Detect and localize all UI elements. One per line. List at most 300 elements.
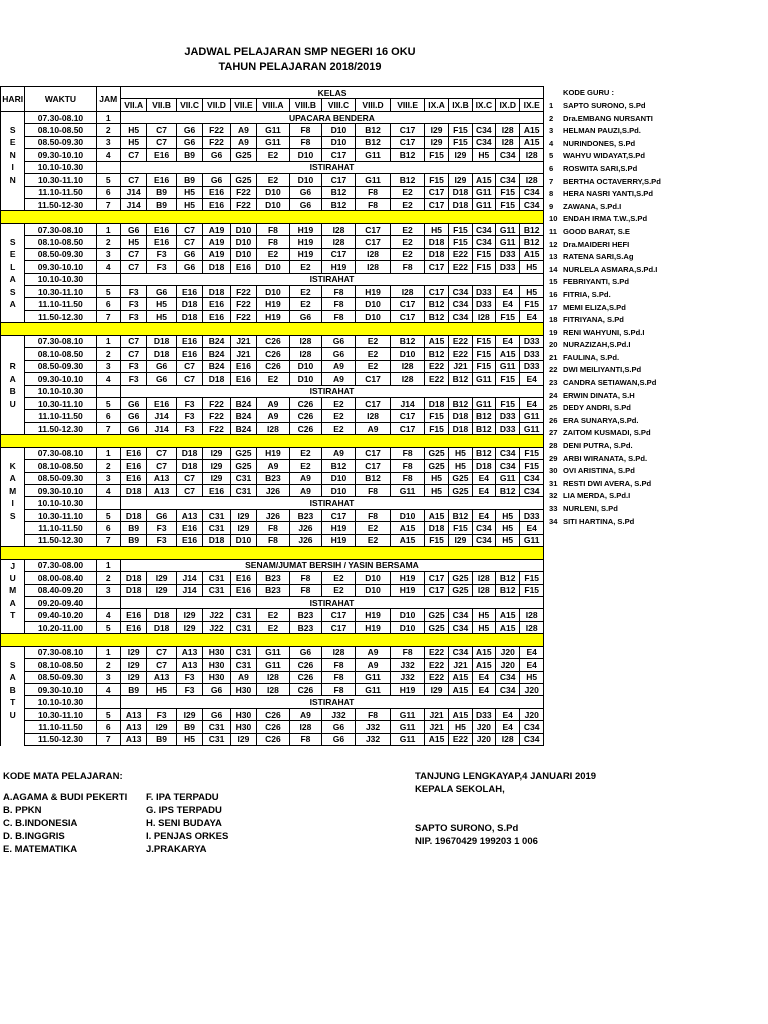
subject-cell: G25 — [449, 572, 472, 584]
subject-cell: E4 — [520, 373, 544, 385]
separator-cell — [1, 547, 544, 559]
subject-cell: A9 — [230, 136, 256, 148]
subject-cell: A15 — [424, 335, 448, 347]
subject-cell: E4 — [472, 509, 495, 521]
subject-cell: A15 — [520, 248, 544, 260]
subject-cell: G11 — [257, 136, 290, 148]
subject-cell: B24 — [230, 410, 256, 422]
subject-cell: I28 — [391, 360, 425, 372]
subject-cell: D18 — [203, 286, 230, 298]
schedule-row — [1, 223, 544, 235]
subject-cell: E2 — [257, 149, 290, 161]
subject-cell: A15 — [520, 136, 544, 148]
subject-cell: H5 — [424, 472, 448, 484]
subject-cell: E4 — [472, 485, 495, 497]
day-letter — [1, 310, 25, 322]
day-letter: U — [1, 397, 25, 409]
class-header: VII.B — [147, 99, 176, 111]
subject-cell: H5 — [176, 186, 202, 198]
day-letter: L — [1, 261, 25, 273]
subject-cell: J32 — [355, 733, 391, 745]
span-note: ISTIRAHAT — [120, 161, 543, 173]
subject-cell: F15 — [424, 174, 448, 186]
period-cell: 6 — [96, 721, 120, 733]
subject-cell: F15 — [449, 136, 472, 148]
time-cell: 07.30-08.10 — [25, 223, 96, 235]
subject-cell: G6 — [322, 335, 356, 347]
subject-cell: B23 — [289, 509, 322, 521]
subject-cell: E16 — [120, 472, 146, 484]
period-cell — [96, 161, 120, 173]
subject-cell: D10 — [322, 472, 356, 484]
subject-code-item: H. SENI BUDAYA — [146, 818, 222, 829]
period-cell: 3 — [96, 671, 120, 683]
teacher-name: SAPTO SURONO, S.Pd — [563, 101, 646, 110]
subject-cell: F3 — [176, 422, 202, 434]
teacher-code-number: 10 — [549, 214, 558, 224]
subject-cell: C17 — [424, 584, 448, 596]
subject-cell: F8 — [289, 584, 322, 596]
subject-cell: H30 — [203, 671, 230, 683]
subject-cell: C34 — [449, 646, 472, 658]
period-cell — [96, 497, 120, 509]
subject-cell: G11 — [496, 223, 520, 235]
subject-cell: G25 — [230, 149, 256, 161]
teacher-name: RATENA SARI,S.Ag — [563, 252, 634, 262]
teacher-code-number: 23 — [549, 378, 558, 388]
subject-cell: E22 — [449, 248, 472, 260]
subject-cell: C26 — [257, 360, 290, 372]
subject-cell: H5 — [176, 198, 202, 210]
period-cell: 5 — [96, 708, 120, 720]
time-cell: 07.30-08.10 — [25, 447, 96, 459]
teacher-code-number: 17 — [549, 302, 558, 312]
subject-cell: I28 — [322, 646, 356, 658]
subject-cell: H5 — [424, 223, 448, 235]
subject-cell: C17 — [322, 609, 356, 621]
schedule-row — [1, 124, 544, 136]
subject-cell: E4 — [520, 646, 544, 658]
subject-cell: C34 — [496, 447, 520, 459]
time-cell: 11.10-11.50 — [25, 298, 96, 310]
schedule-row — [1, 684, 544, 696]
separator-cell — [1, 323, 544, 335]
subject-cell: C31 — [203, 509, 230, 521]
subject-cell: H5 — [472, 609, 495, 621]
subject-cell: J20 — [520, 684, 544, 696]
subject-cell: C31 — [203, 522, 230, 534]
subject-cell: E22 — [449, 348, 472, 360]
subject-cell: C7 — [147, 460, 176, 472]
time-cell: 07.30-08.00 — [25, 559, 96, 571]
schedule-row — [1, 385, 544, 397]
time-cell: 10.10-10.30 — [25, 497, 96, 509]
subject-cell: C7 — [120, 248, 146, 260]
teacher-name: WAHYU WIDAYAT,S.Pd — [563, 151, 645, 161]
teacher-name: ERWIN DINATA, S.H — [563, 390, 635, 400]
subject-cell: C31 — [230, 646, 256, 658]
subject-cell: E2 — [322, 397, 356, 409]
subject-cell: E16 — [203, 298, 230, 310]
subject-cell: G6 — [120, 422, 146, 434]
schedule-row — [1, 335, 544, 347]
subject-cell: J20 — [496, 646, 520, 658]
subject-cell: H5 — [496, 522, 520, 534]
subject-cell: B23 — [257, 572, 290, 584]
subject-code-row — [3, 805, 228, 818]
day-letter: T — [1, 609, 25, 621]
subject-cell: G11 — [391, 485, 425, 497]
subject-cell: F3 — [176, 410, 202, 422]
teacher-code-item — [549, 365, 661, 378]
subject-cell: E16 — [176, 348, 202, 360]
subject-cell: F15 — [520, 298, 544, 310]
subject-cell: D18 — [424, 397, 448, 409]
period-cell: 7 — [96, 534, 120, 546]
period-cell: 6 — [96, 298, 120, 310]
teacher-code-item — [549, 202, 661, 215]
subject-cell: G25 — [230, 447, 256, 459]
subject-cell: D33 — [520, 509, 544, 521]
teacher-code-item — [549, 491, 661, 504]
subject-cell: B12 — [355, 124, 391, 136]
subject-cell: A15 — [472, 659, 495, 671]
subject-cell: C17 — [391, 298, 425, 310]
subject-cell: C34 — [472, 534, 495, 546]
subject-cell: C26 — [257, 708, 290, 720]
subject-cell: F8 — [355, 186, 391, 198]
day-letter: T — [1, 696, 25, 708]
subject-cell: E2 — [322, 572, 356, 584]
time-cell: 10.30-11.10 — [25, 174, 96, 186]
teacher-code-header: KODE GURU : — [563, 88, 615, 97]
subject-cell: D10 — [322, 485, 356, 497]
subject-cell: C17 — [355, 397, 391, 409]
teacher-name: DEDY ANDRI, S.Pd — [563, 403, 631, 413]
subject-cell: F15 — [520, 572, 544, 584]
subject-cell: C7 — [147, 136, 176, 148]
subject-cell: G6 — [147, 286, 176, 298]
subject-cell: E16 — [120, 609, 146, 621]
subject-cell: E2 — [391, 223, 425, 235]
subject-cell: H19 — [257, 298, 290, 310]
subject-cell: D18 — [176, 310, 202, 322]
subject-cell: E4 — [496, 721, 520, 733]
subject-cell: C17 — [391, 422, 425, 434]
subject-cell: F8 — [322, 684, 356, 696]
subject-cell: C7 — [147, 124, 176, 136]
teacher-code-number: 3 — [549, 126, 554, 136]
teacher-code-item — [549, 164, 661, 177]
subject-cell: J20 — [472, 733, 495, 745]
subject-cell: C34 — [520, 733, 544, 745]
subject-cell: B9 — [176, 149, 202, 161]
subject-cell: D10 — [257, 198, 290, 210]
period-cell: 2 — [96, 236, 120, 248]
subject-cell: J21 — [424, 721, 448, 733]
time-cell: 08.10-08.50 — [25, 348, 96, 360]
subject-cell: J14 — [120, 186, 146, 198]
period-cell: 2 — [96, 460, 120, 472]
subject-cell: C34 — [449, 310, 472, 322]
subject-cell: F15 — [424, 149, 448, 161]
signature-block — [415, 771, 596, 849]
period-cell: 1 — [96, 335, 120, 347]
subject-cell: G6 — [289, 646, 322, 658]
subject-cell: F3 — [120, 298, 146, 310]
subject-cell: F15 — [449, 223, 472, 235]
subject-cell: C26 — [257, 733, 290, 745]
subject-cell: E16 — [230, 360, 256, 372]
teacher-code-item — [549, 403, 661, 416]
subject-cell: C7 — [147, 659, 176, 671]
time-cell: 08.50-09.30 — [25, 136, 96, 148]
period-cell: 7 — [96, 198, 120, 210]
schedule-table — [0, 86, 544, 746]
subject-cell: G6 — [176, 124, 202, 136]
time-cell: 11.10-11.50 — [25, 186, 96, 198]
subject-cell: B9 — [147, 733, 176, 745]
subject-cell: I28 — [496, 733, 520, 745]
teacher-name: FAULINA, S.Pd. — [563, 352, 620, 362]
schedule-row — [1, 584, 544, 596]
teacher-code-number: 15 — [549, 277, 558, 287]
teacher-code-item — [549, 151, 661, 164]
subject-cell: G25 — [449, 472, 472, 484]
subject-cell: F22 — [230, 298, 256, 310]
subject-cell: E4 — [496, 286, 520, 298]
subject-cell: H19 — [322, 534, 356, 546]
subject-cell: D10 — [391, 509, 425, 521]
time-cell: 09.30-10.10 — [25, 261, 96, 273]
subject-cell: F8 — [257, 236, 290, 248]
subject-cell: H30 — [230, 721, 256, 733]
subject-cell: E4 — [496, 298, 520, 310]
subject-cell: J14 — [120, 198, 146, 210]
schedule-row — [1, 248, 544, 260]
subject-cell: E2 — [322, 422, 356, 434]
subject-cell: D10 — [289, 174, 322, 186]
subject-cell: H5 — [449, 460, 472, 472]
time-cell: 08.50-09.30 — [25, 671, 96, 683]
subject-cell: J22 — [203, 609, 230, 621]
subject-cell: J14 — [176, 572, 202, 584]
subject-cell: A9 — [230, 124, 256, 136]
teacher-code-item — [549, 139, 661, 152]
subject-cell: A9 — [257, 460, 290, 472]
period-cell: 7 — [96, 422, 120, 434]
subject-cell: G11 — [257, 659, 290, 671]
teacher-name: DWI MEILIYANTI,S.Pd — [563, 365, 642, 375]
schedule-row — [1, 273, 544, 285]
subject-cell: F22 — [203, 136, 230, 148]
subject-cell: F15 — [520, 460, 544, 472]
schedule-row — [1, 161, 544, 173]
subject-cell: C7 — [176, 373, 202, 385]
subject-cell: A9 — [322, 447, 356, 459]
subject-cell: C17 — [424, 198, 448, 210]
subject-cell: D18 — [424, 248, 448, 260]
subject-cell: F8 — [289, 136, 322, 148]
subject-cell: C17 — [322, 174, 356, 186]
time-cell: 10.30-11.10 — [25, 509, 96, 521]
day-letter — [1, 534, 25, 546]
subject-cell: E16 — [147, 397, 176, 409]
subject-cell: J32 — [322, 708, 356, 720]
subject-cell: C17 — [355, 373, 391, 385]
subject-cell: D33 — [496, 261, 520, 273]
subject-cell: J26 — [257, 509, 290, 521]
subject-cell: H19 — [289, 248, 322, 260]
subject-code-item: B. PPKN — [3, 805, 42, 816]
subject-cell: A9 — [230, 671, 256, 683]
subject-cell: C17 — [424, 572, 448, 584]
subject-cell: F3 — [176, 684, 202, 696]
subject-cell: G25 — [424, 621, 448, 633]
subject-cell: C34 — [449, 609, 472, 621]
teacher-code-number: 30 — [549, 466, 558, 476]
teacher-code-number: 11 — [549, 226, 558, 236]
document-subtitle: TAHUN PELAJARAN 2018/2019 — [218, 61, 382, 73]
subject-cell: C17 — [391, 310, 425, 322]
subject-cell: E4 — [520, 659, 544, 671]
subject-cell: D18 — [449, 186, 472, 198]
day-letter — [1, 447, 25, 459]
teacher-code-number: 29 — [549, 453, 558, 463]
subject-cell: E4 — [472, 472, 495, 484]
subject-cell: J14 — [176, 584, 202, 596]
subject-cell: E22 — [424, 659, 448, 671]
subject-cell: B9 — [147, 186, 176, 198]
subject-cell: B24 — [230, 422, 256, 434]
period-cell — [96, 385, 120, 397]
day-letter: N — [1, 174, 25, 186]
day-separator-row — [1, 547, 544, 559]
subject-cell: C34 — [496, 149, 520, 161]
subject-cell: B12 — [355, 472, 391, 484]
subject-cell: C26 — [257, 721, 290, 733]
subject-cell: I29 — [120, 659, 146, 671]
subject-cell: A13 — [120, 721, 146, 733]
day-letter: R — [1, 360, 25, 372]
time-cell: 08.50-09.30 — [25, 248, 96, 260]
subject-code-row — [3, 844, 228, 857]
subject-cell: G11 — [257, 646, 290, 658]
subject-cell: F22 — [230, 286, 256, 298]
subject-cell: E2 — [355, 335, 391, 347]
subject-cell: A15 — [496, 348, 520, 360]
subject-cell: F22 — [230, 310, 256, 322]
span-note: ISTIRAHAT — [120, 273, 543, 285]
teacher-code-item — [549, 277, 661, 290]
class-header: VII.C — [176, 99, 202, 111]
subject-cell: A9 — [289, 472, 322, 484]
signer-role: KEPALA SEKOLAH, — [415, 784, 505, 795]
period-cell — [96, 273, 120, 285]
subject-cell: D18 — [147, 621, 176, 633]
subject-cell: C7 — [120, 174, 146, 186]
subject-cell: I29 — [424, 136, 448, 148]
subject-cell: C34 — [449, 298, 472, 310]
subject-cell: E16 — [230, 572, 256, 584]
subject-cell: C26 — [289, 422, 322, 434]
subject-cell: G11 — [391, 721, 425, 733]
subject-cell: D18 — [203, 373, 230, 385]
subject-cell: C26 — [289, 684, 322, 696]
subject-cell: H19 — [391, 584, 425, 596]
subject-cell: F3 — [120, 310, 146, 322]
subject-cell: J32 — [391, 671, 425, 683]
subject-cell: H19 — [322, 522, 356, 534]
place-date: TANJUNG LENGKAYAP,4 JANUARI 2019 — [415, 771, 597, 782]
subject-cell: E2 — [322, 410, 356, 422]
subject-cell: A15 — [424, 509, 448, 521]
subject-cell: C7 — [120, 348, 146, 360]
subject-cell: J32 — [391, 659, 425, 671]
subject-cell: C26 — [289, 397, 322, 409]
period-cell: 3 — [96, 360, 120, 372]
subject-cell: D33 — [520, 360, 544, 372]
day-letter: E — [1, 248, 25, 260]
subject-code-row — [3, 818, 228, 831]
subject-cell: C34 — [520, 472, 544, 484]
teacher-code-item — [549, 504, 661, 517]
subject-cell: A13 — [147, 485, 176, 497]
teacher-code-item — [549, 101, 661, 114]
subject-cell: F8 — [257, 223, 290, 235]
subject-cell: C34 — [472, 223, 495, 235]
period-cell: 4 — [96, 684, 120, 696]
class-header: IX.E — [520, 99, 544, 111]
subject-cell: E2 — [257, 621, 290, 633]
subject-cell: B12 — [391, 174, 425, 186]
subject-cell: I28 — [257, 671, 290, 683]
schedule-row — [1, 485, 544, 497]
subject-cell: F8 — [322, 671, 356, 683]
subject-cell: B12 — [496, 584, 520, 596]
subject-cell: D33 — [520, 348, 544, 360]
teacher-code-item — [549, 315, 661, 328]
subject-cell: C17 — [391, 136, 425, 148]
subject-cell: H19 — [289, 223, 322, 235]
subject-cell: F8 — [355, 485, 391, 497]
subject-cell: F15 — [496, 373, 520, 385]
teacher-code-number: 6 — [549, 163, 554, 173]
class-header: IX.D — [496, 99, 520, 111]
schedule-row — [1, 733, 544, 745]
subject-cell: F15 — [424, 534, 448, 546]
subject-cell: D18 — [120, 509, 146, 521]
subject-cell: G6 — [203, 174, 230, 186]
teacher-name: NURLELA ASMARA,S.Pd.I — [563, 264, 658, 274]
teacher-name: Dra.MAIDERI HEFI — [563, 239, 630, 249]
period-cell: 6 — [96, 522, 120, 534]
subject-cell: F8 — [257, 534, 290, 546]
subject-cell: C34 — [472, 136, 495, 148]
subject-cell: F3 — [120, 360, 146, 372]
subject-cell: C31 — [203, 733, 230, 745]
day-letter: I — [1, 161, 25, 173]
subject-cell: E16 — [176, 335, 202, 347]
subject-cell: F8 — [322, 298, 356, 310]
time-cell: 09.30-10.10 — [25, 373, 96, 385]
subject-cell: B12 — [322, 460, 356, 472]
day-letter: J — [1, 559, 25, 571]
teacher-code-item — [549, 252, 661, 265]
class-header: VII.D — [203, 99, 230, 111]
subject-cell: I28 — [289, 348, 322, 360]
subject-code-item: I. PENJAS ORKES — [146, 831, 229, 842]
